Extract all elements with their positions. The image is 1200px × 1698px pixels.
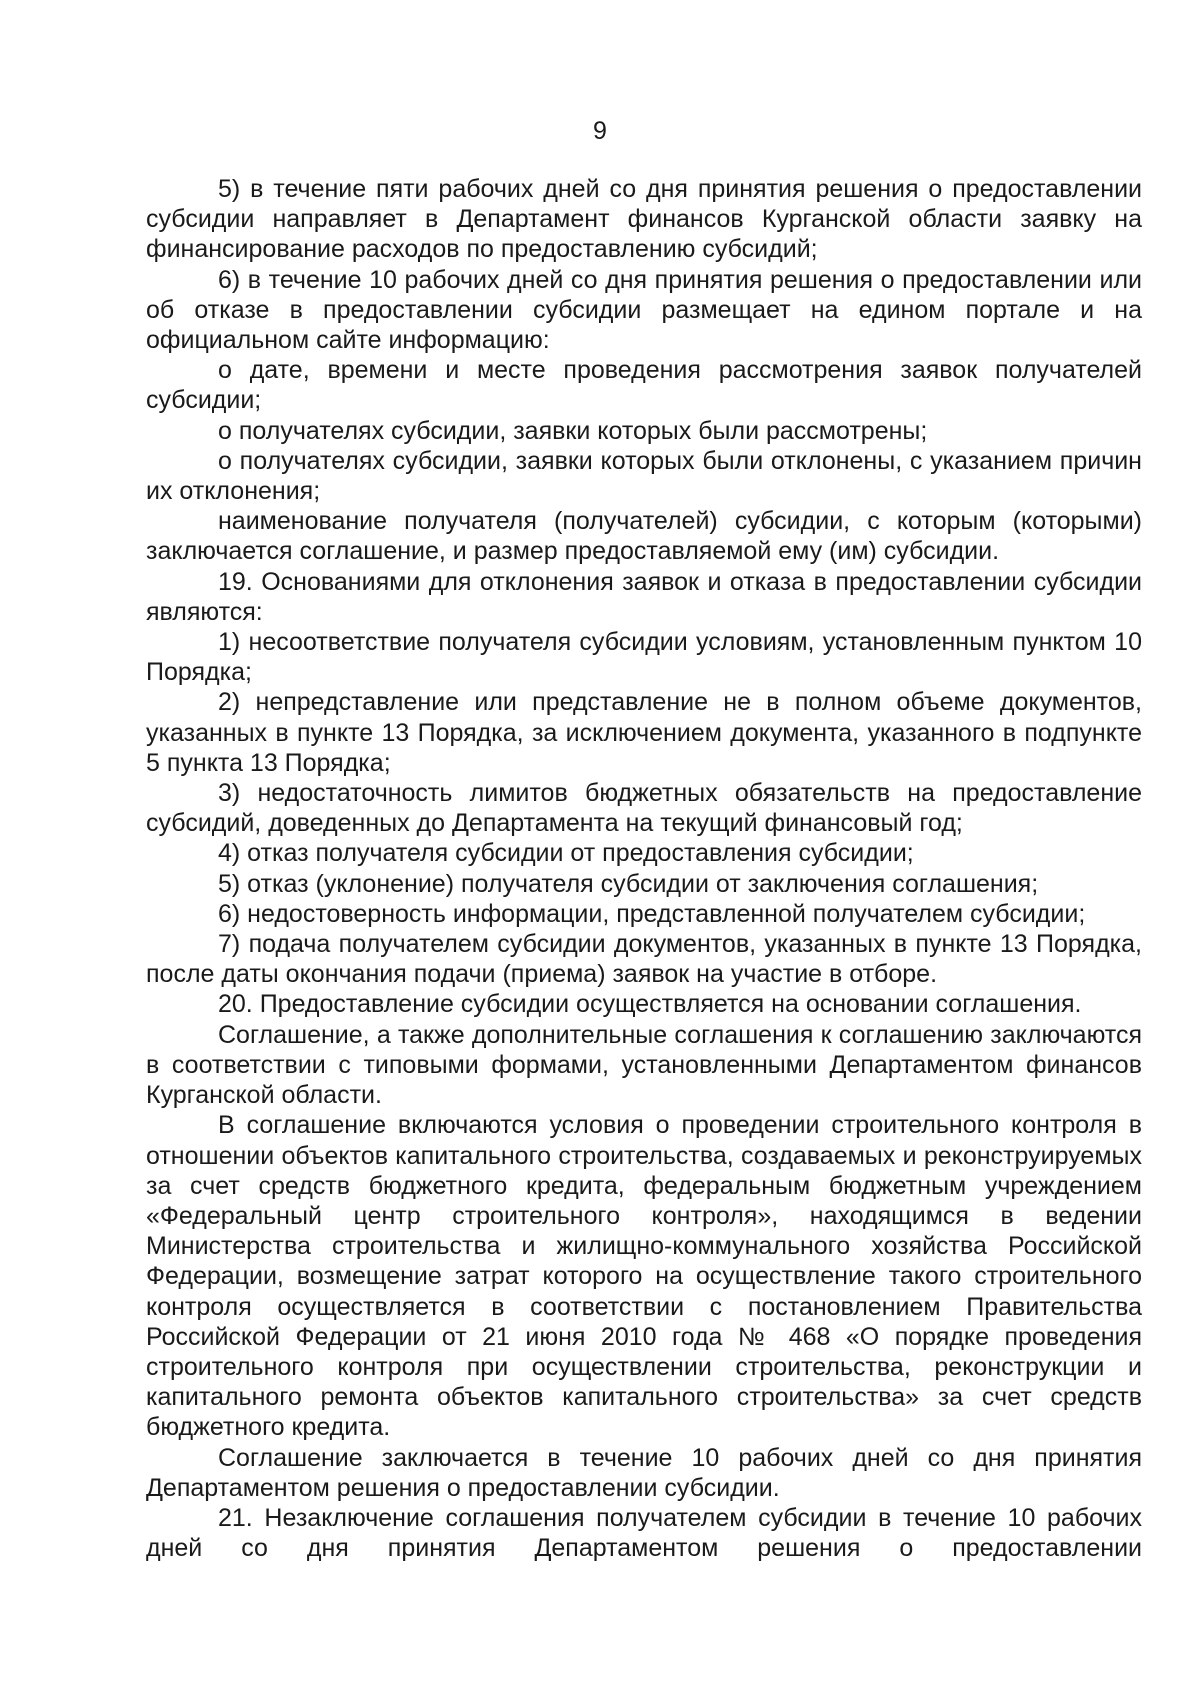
paragraph-section-19: 19. Основаниями для отклонения заявок и отказа в предоставлении субсидии являются: xyxy=(146,567,1142,626)
paragraph-reason-4: 4) отказ получателя субсидии от предоставления субсидии; xyxy=(218,839,914,868)
paragraph-agreement-deadline: Соглашение заключается в течение 10 рабочих дней со дня принятия Департаментом решения о предоставлении субсидии. xyxy=(146,1443,1142,1502)
paragraph-reason-7: 7) подача получателем субсидии документов, указанных в пункте 13 Порядка, после даты окончания подачи (приема) заявок на участие в отборе. xyxy=(146,930,1142,989)
paragraph-construction-control: В соглашение включаются условия о проведении строительного контроля в отношении объектов капитального строительства, создаваемых и реконструируемых за счет средств бюджетного кредита, федеральным бюджетным учреждением «Федеральный центр строительного контроля», находящимся в ведении Министерства строительства и жилищно-коммунального хозяйства Российской Федерации, возмещение затрат которого на осуществление такого строительного контроля осуществляется в соответствии с постановлением Правительства Российской Федерации от 21 июня 2010 года № 468 «О порядке проведения строительного контроля при осуществлении строительства, реконструкции и капитального ремонта объектов капитального строительства» за счет средств бюджетного кредита. xyxy=(146,1111,1142,1442)
paragraph-reason-3: 3) недостаточность лимитов бюджетных обязательств на предоставление субсидий, доведенных до Департамента на текущий финансовый год; xyxy=(146,779,1142,838)
paragraph-section-20: 20. Предоставление субсидии осуществляется на основании соглашения. xyxy=(218,990,1082,1019)
page-number: 9 xyxy=(593,117,607,145)
paragraph-info-reviewed: о получателях субсидии, заявки которых были рассмотрены; xyxy=(218,416,928,445)
paragraph-section-21: 21. Незаключение соглашения получателем субсидии в течение 10 рабочих дней со дня принятия Департаментом решения о предоставлении xyxy=(146,1503,1142,1563)
paragraph-info-recipient: наименование получателя (получателей) субсидии, с которым (которыми) заключается соглашение, и размер предоставляемой ему (им) субсидии. xyxy=(146,507,1142,566)
document-body xyxy=(146,174,1142,1563)
paragraph-reason-5: 5) отказ (уклонение) получателя субсидии от заключения соглашения; xyxy=(218,869,1039,898)
paragraph-info-rejected: о получателях субсидии, заявки которых были отклонены, с указанием причин их отклонения; xyxy=(146,446,1142,506)
paragraph-item-5: 5) в течение пяти рабочих дней со дня принятия решения о предоставлении субсидии направляет в Департамент финансов Курганской области заявку на финансирование расходов по предоставлению субсидий; xyxy=(146,175,1142,264)
paragraph-info-date: о дате, времени и месте проведения рассмотрения заявок получателей субсидии; xyxy=(146,356,1142,415)
paragraph-agreement-forms: Соглашение, а также дополнительные соглашения к соглашению заключаются в соответствии с типовыми формами, установленными Департаментом финансов Курганской области. xyxy=(146,1020,1142,1110)
paragraph-reason-6: 6) недостоверность информации, представленной получателем субсидии; xyxy=(218,899,1086,928)
paragraph-reason-2: 2) непредставление или представление не в полном объеме документов, указанных в пункте 13 Порядка, за исключением документа, указанного в подпункте 5 пункта 13 Порядка; xyxy=(146,688,1142,777)
paragraph-reason-1: 1) несоответствие получателя субсидии условиям, установленным пунктом 10 Порядка; xyxy=(146,628,1142,687)
paragraph-item-6: 6) в течение 10 рабочих дней со дня принятия решения о предоставлении или об отказе в предоставлении субсидии размещает на едином портале и на официальном сайте информацию: xyxy=(146,265,1142,355)
